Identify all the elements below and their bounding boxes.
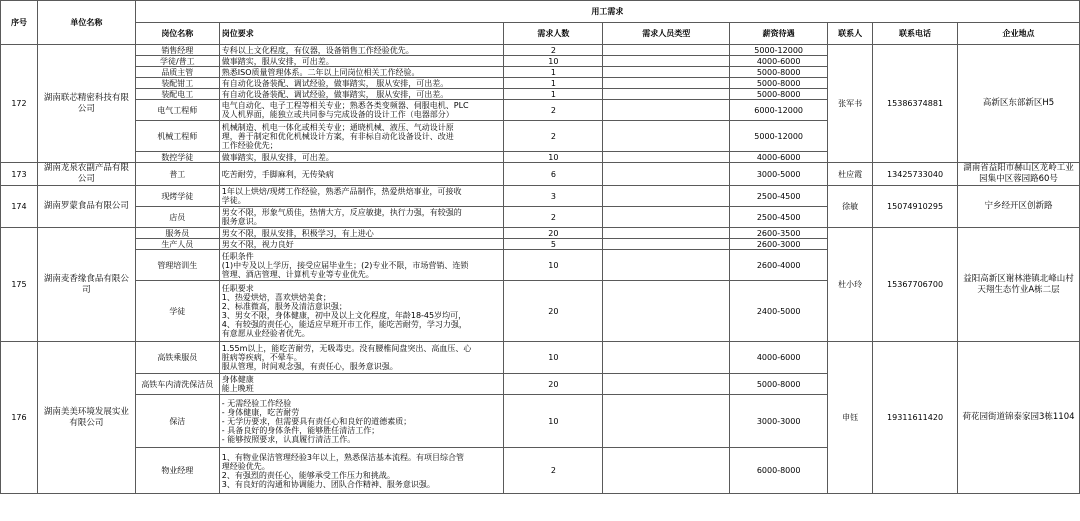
cell-salary[interactable]: 6000-8000 [730,448,828,494]
cell-contact[interactable]: 申钰 [828,342,873,494]
cell-seq[interactable]: 172 [1,45,38,163]
cell-address[interactable]: 宁乡经开区创新路 [958,186,1080,228]
cell-count[interactable]: 3 [504,186,603,207]
cell-position[interactable]: 装配钳工 [135,78,219,89]
cell-salary[interactable]: 3000-5000 [730,163,828,186]
cell-count[interactable]: 5 [504,239,603,250]
cell-requirements[interactable]: 吃苦耐劳，手脚麻利，无传染病 [219,163,504,186]
cell-requirements[interactable]: 1、有物业保洁管理经验3年以上，熟悉保洁基本流程。有项目综合管 理经验优先。 2、有强烈的责任心，能够承受工作压力和挑战。 3、有良好的沟通和协调能力、团队合作精神、服务意识强。 [219,448,504,494]
table-row [1,342,1080,374]
cell-count[interactable]: 2 [504,45,603,56]
header-count: 需求人数 [504,23,603,45]
cell-count[interactable]: 20 [504,228,603,239]
cell-phone[interactable]: 15386374881 [873,45,958,163]
cell-requirements[interactable]: 机械制造、机电一体化或相关专业；通晓机械、液压、气动设计原 理，善于制定和优化机械设计方案，有非标自动化设备设计、改进 工作经验优先； [219,121,504,152]
cell-count[interactable]: 1 [504,67,603,78]
cell-salary[interactable]: 3000-3000 [730,395,828,448]
cell-requirements[interactable]: 电气自动化、电子工程等相关专业；熟悉各类变频器、伺服电机、PLC 及人机界面，能独立或共同参与完成设备的设计工作（电器部分） [219,100,504,121]
cell-type[interactable] [603,100,730,121]
cell-salary[interactable]: 5000-8000 [730,78,828,89]
cell-requirements[interactable]: 身体健康 能上晚班 [219,374,504,395]
cell-salary[interactable]: 5000-8000 [730,89,828,100]
cell-type[interactable] [603,342,730,374]
cell-company[interactable]: 湖南龙泉农副产品有限公司 [37,163,135,186]
cell-requirements[interactable]: 1.55m以上，能吃苦耐劳，无吸毒史。没有腰椎间盘突出、高血压、心 脏病等疾病，不晕车。 服从管理，时间观念强，有责任心，服务意识强。 [219,342,504,374]
cell-type[interactable] [603,395,730,448]
cell-position[interactable]: 高铁车内清洗保洁员 [135,374,219,395]
cell-requirements[interactable]: 1年以上烘焙/现烤工作经验，熟悉产品制作，热爱烘焙事业，可接收 学徒。 [219,186,504,207]
cell-type[interactable] [603,121,730,152]
header-seq: 序号 [1,1,38,45]
cell-contact[interactable]: 徐敏 [828,186,873,228]
cell-salary[interactable]: 4000-6000 [730,56,828,67]
header-position: 岗位名称 [135,23,219,45]
cell-type[interactable] [603,45,730,56]
cell-requirements[interactable]: 做事踏实，服从安排，可出差。 [219,56,504,67]
cell-seq[interactable]: 174 [1,186,38,228]
cell-contact[interactable]: 张军书 [828,45,873,163]
cell-count[interactable]: 10 [504,342,603,374]
cell-phone[interactable]: 19311611420 [873,342,958,494]
cell-count[interactable]: 20 [504,374,603,395]
cell-phone[interactable]: 15367706700 [873,228,958,342]
cell-seq[interactable]: 175 [1,228,38,342]
cell-requirements[interactable]: 做事踏实，服从安排，可出差。 [219,152,504,163]
cell-position[interactable]: 机械工程师 [135,121,219,152]
cell-requirements[interactable]: 男女不限，服从安排，积极学习，有上进心 [219,228,504,239]
header-company: 单位名称 [37,1,135,45]
cell-requirements[interactable]: - 无需经验工作经验 - 身体健康，吃苦耐劳 - 无学历要求，但需要具有责任心和良好的道德素质； - 具备良好的身体条件，能够胜任清洁工作； - 能够按照要求，认真履行清洁工作。 [219,395,504,448]
cell-count[interactable]: 10 [504,56,603,67]
cell-position[interactable]: 数控学徒 [135,152,219,163]
cell-type[interactable] [603,89,730,100]
cell-type[interactable] [603,448,730,494]
cell-phone[interactable]: 15074910295 [873,186,958,228]
cell-count[interactable]: 10 [504,152,603,163]
cell-type[interactable] [603,374,730,395]
cell-type[interactable] [603,163,730,186]
cell-type[interactable] [603,56,730,67]
header-type: 需求人员类型 [603,23,730,45]
cell-address[interactable]: 益阳高新区谢林港镇北峰山村天翔生态竹业A栋二层 [958,228,1080,342]
header-contact: 联系人 [828,23,873,45]
cell-salary[interactable]: 4000-6000 [730,342,828,374]
header-phone: 联系电话 [873,23,958,45]
cell-salary[interactable]: 2600-4000 [730,250,828,281]
table-row [1,163,1080,186]
cell-position[interactable]: 管理培训生 [135,250,219,281]
cell-type[interactable] [603,152,730,163]
cell-type[interactable] [603,239,730,250]
table-row [1,45,1080,56]
cell-salary[interactable]: 2500-4500 [730,186,828,207]
cell-position[interactable]: 现烤学徒 [135,186,219,207]
cell-count[interactable]: 10 [504,395,603,448]
cell-position[interactable]: 物业经理 [135,448,219,494]
cell-count[interactable]: 6 [504,163,603,186]
cell-company[interactable]: 湖南麦香缘食品有限公司 [37,228,135,342]
cell-position[interactable]: 生产人员 [135,239,219,250]
header-salary: 薪资待遇 [730,23,828,45]
cell-position[interactable]: 服务员 [135,228,219,239]
cell-seq[interactable]: 173 [1,163,38,186]
cell-salary[interactable]: 5000-12000 [730,121,828,152]
cell-type[interactable] [603,250,730,281]
cell-salary[interactable]: 2600-3000 [730,239,828,250]
cell-salary[interactable]: 6000-12000 [730,100,828,121]
cell-requirements[interactable]: 有自动化设备装配、调试经验，做事踏实， 服从安排，可出差。 [219,78,504,89]
cell-requirements[interactable]: 有自动化设备装配、调试经验，做事踏实， 服从安排，可出差。 [219,89,504,100]
cell-salary[interactable]: 5000-8000 [730,374,828,395]
cell-position[interactable]: 学徒 [135,281,219,342]
cell-requirements[interactable]: 熟悉ISO质量管理体系。二年以上同岗位相关工作经验。 [219,67,504,78]
header-group: 用工需求 [135,1,1079,23]
cell-type[interactable] [603,281,730,342]
cell-address[interactable]: 湖南省益阳市赫山区龙岭工业园集中区蓉园路60号 [958,163,1080,186]
cell-count[interactable]: 2 [504,121,603,152]
cell-salary[interactable]: 2600-3500 [730,228,828,239]
cell-type[interactable] [603,186,730,207]
cell-salary[interactable]: 5000-12000 [730,45,828,56]
cell-type[interactable] [603,78,730,89]
table-row [1,228,1080,239]
cell-position[interactable]: 高铁乘服员 [135,342,219,374]
cell-company[interactable]: 湖南罗蒙食品有限公司 [37,186,135,228]
cell-salary[interactable]: 2400-5000 [730,281,828,342]
cell-salary[interactable]: 2500-4500 [730,207,828,228]
cell-count[interactable]: 1 [504,89,603,100]
cell-phone[interactable]: 13425733040 [873,163,958,186]
cell-seq[interactable]: 176 [1,342,38,494]
cell-count[interactable]: 2 [504,448,603,494]
header-address: 企业地点 [958,23,1080,45]
cell-type[interactable] [603,228,730,239]
cell-contact[interactable]: 杜应霞 [828,163,873,186]
cell-requirements[interactable]: 专科以上文化程度，有仪器，设备销售工作经验优先。 [219,45,504,56]
cell-type[interactable] [603,207,730,228]
cell-count[interactable]: 10 [504,250,603,281]
cell-position[interactable]: 销售经理 [135,45,219,56]
cell-position[interactable]: 装配电工 [135,89,219,100]
cell-count[interactable]: 2 [504,100,603,121]
cell-count[interactable]: 1 [504,78,603,89]
cell-position[interactable]: 普工 [135,163,219,186]
table-row [1,186,1080,207]
cell-salary[interactable]: 4000-6000 [730,152,828,163]
cell-requirements[interactable]: 任职条件 (1)中专及以上学历，接受应届毕业生；(2)专业不限，市场营销、连锁 管理、酒店管理、计算机专业等专业优先。 [219,250,504,281]
cell-position[interactable]: 保洁 [135,395,219,448]
cell-requirements[interactable]: 任职要求 1、热爱烘焙，喜欢烘焙美食； 2、标准微高，服务及清洁意识强； 3、男女不限，身体健康，初中及以上文化程度，年龄18-45岁均可， 4、有较强的责任心，能适应早班开市工作，能吃苦耐劳，学习力强， 有意愿从业经验者优先。 [219,281,504,342]
header-requirements: 岗位要求 [219,23,504,45]
cell-position[interactable]: 电气工程师 [135,100,219,121]
cell-type[interactable] [603,67,730,78]
cell-address[interactable]: 荷花园街道锦泰家园3栋1104 [958,342,1080,494]
cell-address[interactable]: 高新区东部新区H5 [958,45,1080,163]
cell-company[interactable]: 湖南联芯精密科技有限公司 [37,45,135,163]
cell-requirements[interactable]: 男女不限，形象气质佳，热情大方，反应敏捷，执行力强，有较强的 服务意识。 [219,207,504,228]
cell-position[interactable]: 学徒/普工 [135,56,219,67]
cell-salary[interactable]: 5000-8000 [730,67,828,78]
cell-company[interactable]: 湖南美美环境发展实业有限公司 [37,342,135,494]
cell-count[interactable]: 2 [504,207,603,228]
cell-requirements[interactable]: 男女不限，视力良好 [219,239,504,250]
cell-position[interactable]: 店员 [135,207,219,228]
cell-count[interactable]: 20 [504,281,603,342]
cell-contact[interactable]: 杜小玲 [828,228,873,342]
cell-position[interactable]: 品质主管 [135,67,219,78]
